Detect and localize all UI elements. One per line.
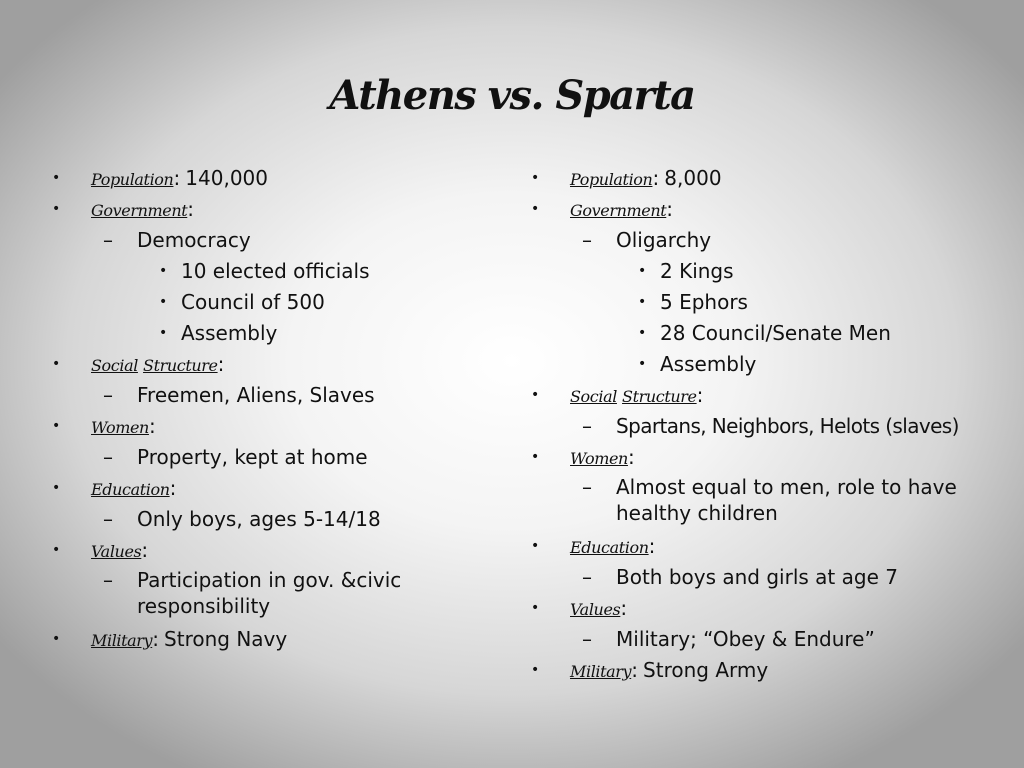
athens-education-value	[52, 504, 492, 535]
sparta-education-value	[531, 562, 1011, 593]
sparta-government-detail	[531, 349, 1011, 380]
bullet-icon: •	[531, 538, 540, 554]
military-value: Strong Army	[643, 658, 769, 682]
sparta-government-detail	[531, 287, 1011, 318]
government-label: Government	[570, 201, 667, 220]
values-label: Values	[570, 600, 621, 619]
government-detail-text: 28 Council/Senate Men	[660, 321, 891, 345]
bullet-icon: •	[638, 356, 647, 372]
athens-women-value	[52, 442, 492, 473]
social-value-text: Freemen, Aliens, Slaves	[137, 383, 375, 407]
women-label: Women	[570, 449, 628, 468]
bullet-icon: •	[52, 201, 61, 217]
sparta-women-item	[531, 442, 1011, 473]
bullet-icon: •	[159, 263, 168, 279]
bullet-icon: •	[159, 325, 168, 341]
colon: :	[173, 166, 181, 190]
colon: :	[696, 383, 704, 407]
colon: :	[141, 538, 149, 562]
population-value: 140,000	[185, 166, 269, 190]
athens-education-item	[52, 473, 492, 504]
bullet-icon: •	[52, 542, 61, 558]
values-value-text: Military; “Obey & Endure”	[616, 627, 875, 651]
bullet-icon: •	[638, 263, 647, 279]
women-value-text: Property, kept at home	[137, 445, 368, 469]
bullet-icon: •	[531, 449, 540, 465]
colon: :	[652, 166, 660, 190]
government-label: Government	[91, 201, 188, 220]
athens-government-detail	[52, 256, 492, 287]
colon: :	[620, 596, 628, 620]
athens-government-item	[52, 194, 492, 225]
dash-icon: –	[582, 414, 592, 438]
athens-column	[52, 163, 492, 655]
dash-icon: –	[582, 475, 592, 499]
population-value: 8,000	[664, 166, 722, 190]
bullet-icon: •	[52, 631, 61, 647]
government-type-text: Oligarchy	[616, 228, 712, 252]
athens-values-item	[52, 535, 492, 566]
sparta-government-detail	[531, 256, 1011, 287]
bullet-icon: •	[52, 356, 61, 372]
athens-military-item	[52, 624, 492, 655]
women-value-text: Almost equal to men, role to have healthy children	[616, 475, 957, 525]
dash-icon: –	[582, 627, 592, 651]
bullet-icon: •	[52, 418, 61, 434]
government-detail-text: Council of 500	[181, 290, 325, 314]
military-label: Military	[91, 631, 153, 650]
athens-values-value	[52, 566, 407, 624]
sparta-government-type	[531, 225, 1011, 256]
athens-government-detail	[52, 318, 492, 349]
government-detail-text: Assembly	[181, 321, 278, 345]
sparta-values-item	[531, 593, 1011, 624]
dash-icon: –	[582, 228, 592, 252]
bullet-icon: •	[52, 480, 61, 496]
sparta-government-item	[531, 194, 1011, 225]
athens-government-type	[52, 225, 492, 256]
colon: :	[648, 534, 656, 558]
social-value-text: Spartans, Neighbors, Helots (slaves)	[616, 414, 959, 438]
population-label: Population	[91, 170, 174, 189]
government-detail-text: Assembly	[660, 352, 757, 376]
colon: :	[152, 627, 159, 651]
sparta-military-item	[531, 655, 1011, 686]
bullet-icon: •	[159, 294, 168, 310]
sparta-social-item	[531, 380, 1011, 411]
government-type-text: Democracy	[137, 228, 251, 252]
colon: :	[666, 197, 674, 221]
sparta-population-item	[531, 163, 1011, 194]
athens-population-item	[52, 163, 492, 194]
education-label: Education	[91, 480, 170, 499]
bullet-icon: •	[638, 294, 647, 310]
education-value-text: Only boys, ages 5-14/18	[137, 507, 381, 531]
government-detail-text: 10 elected officials	[181, 259, 370, 283]
sparta-social-value	[531, 411, 1011, 442]
government-detail-text: 2 Kings	[660, 259, 734, 283]
bullet-icon: •	[531, 201, 540, 217]
dash-icon: –	[103, 507, 113, 531]
bullet-icon: •	[531, 170, 540, 186]
sparta-government-detail	[531, 318, 1011, 349]
colon: :	[169, 476, 177, 500]
colon: :	[631, 658, 638, 682]
dash-icon: –	[103, 228, 113, 252]
social-label: Social	[91, 356, 138, 375]
sparta-education-item	[531, 531, 1011, 562]
education-label: Education	[570, 538, 649, 557]
dash-icon: –	[582, 565, 592, 589]
population-label: Population	[570, 170, 653, 189]
structure-label: Structure	[622, 387, 697, 406]
dash-icon: –	[103, 383, 113, 407]
athens-women-item	[52, 411, 492, 442]
athens-government-detail	[52, 287, 492, 318]
slide-title: Athens vs. Sparta	[329, 72, 695, 119]
bullet-icon: •	[531, 600, 540, 616]
bullet-icon: •	[531, 662, 540, 678]
women-label: Women	[91, 418, 149, 437]
military-label: Military	[570, 662, 632, 681]
colon: :	[217, 352, 225, 376]
colon: :	[627, 445, 635, 469]
athens-social-value	[52, 380, 492, 411]
bullet-icon: •	[52, 170, 61, 186]
values-value-text: Participation in gov. &civic responsibility	[137, 568, 402, 618]
dash-icon: –	[103, 445, 113, 469]
bullet-icon: •	[531, 387, 540, 403]
government-detail-text: 5 Ephors	[660, 290, 748, 314]
education-value-text: Both boys and girls at age 7	[616, 565, 898, 589]
values-label: Values	[91, 542, 142, 561]
athens-social-item	[52, 349, 492, 380]
structure-label: Structure	[143, 356, 218, 375]
military-value: Strong Navy	[164, 627, 288, 651]
dash-icon: –	[103, 568, 113, 592]
sparta-values-value	[531, 624, 1011, 655]
social-label: Social	[570, 387, 617, 406]
colon: :	[187, 197, 195, 221]
sparta-column	[531, 163, 1011, 686]
sparta-women-value	[531, 473, 1001, 531]
colon: :	[148, 414, 156, 438]
bullet-icon: •	[638, 325, 647, 341]
